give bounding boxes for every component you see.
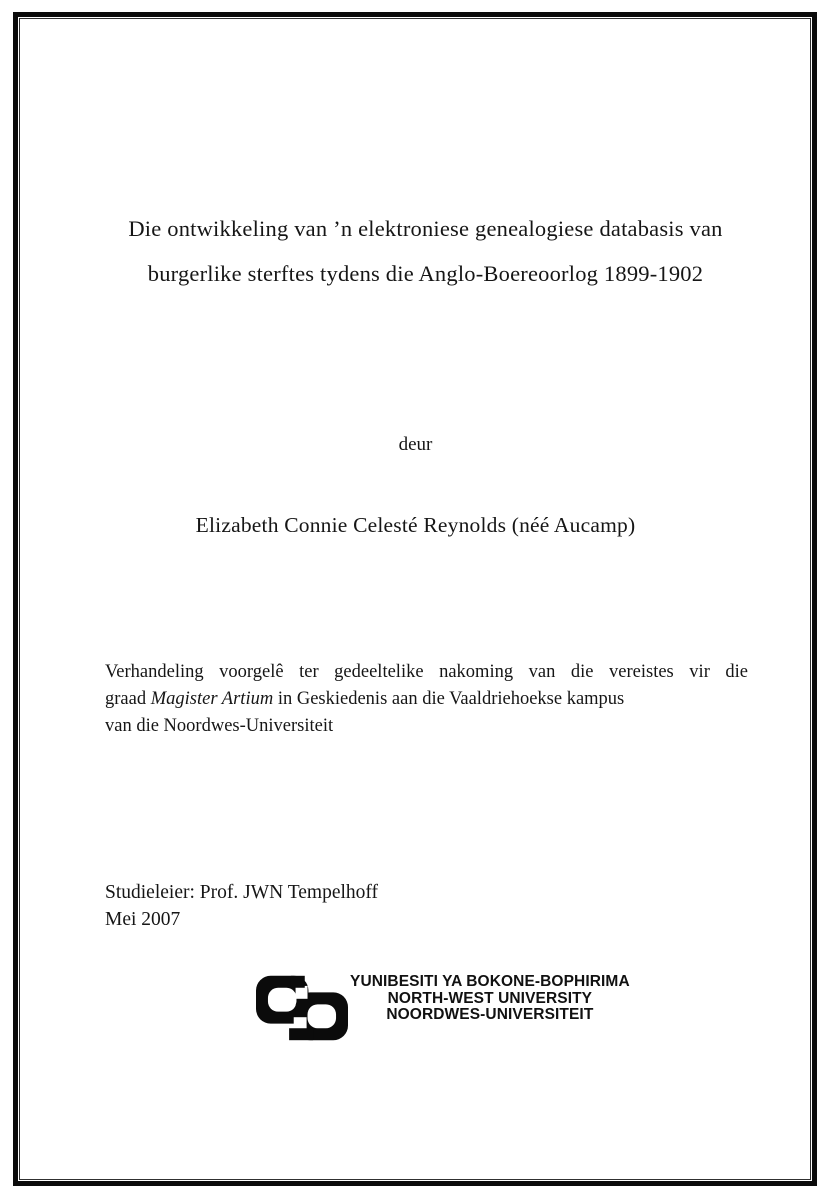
university-name-afrikaans: NOORDWES-UNIVERSITEIT (386, 1006, 594, 1023)
degree-name: Magister Artium (150, 689, 274, 709)
university-name-setswana: YUNIBESITI YA BOKONE-BOPHIRIMA (350, 973, 630, 990)
thesis-title (60, 206, 791, 296)
degree-statement-line-2 (105, 686, 748, 713)
supervisor-line: Studieleier: Prof. JWN Tempelhoff (105, 882, 379, 903)
byline-label: deur (398, 434, 433, 455)
university-wordmark (350, 969, 630, 1024)
thesis-title-line-1: Die ontwikkeling van ’n elektroniese genealogiese databasis van (128, 216, 723, 241)
degree-statement-line-2-prefix: graad (105, 689, 151, 709)
degree-statement-line-3: van die Noordwes-Universiteit (105, 716, 334, 736)
university-logo (256, 969, 630, 1047)
thesis-title-line-2: burgerlike sterftes tydens die Anglo-Boereoorlog 1899-1902 (147, 261, 704, 286)
degree-statement-line-2-suffix: in Geskiedenis aan die Vaaldriehoekse kampus (273, 689, 625, 709)
university-name-english: NORTH-WEST UNIVERSITY (387, 989, 593, 1007)
author-name: Elizabeth Connie Celesté Reynolds (néé Aucamp) (195, 513, 636, 537)
date-line: Mei 2007 (105, 908, 181, 930)
nwu-interlocking-links-icon (256, 969, 348, 1047)
credits-block (105, 880, 378, 933)
degree-statement (105, 659, 748, 740)
degree-statement-line-1: Verhandeling voorgelê ter gedeeltelike nakoming van die vereistes vir die (105, 662, 748, 682)
